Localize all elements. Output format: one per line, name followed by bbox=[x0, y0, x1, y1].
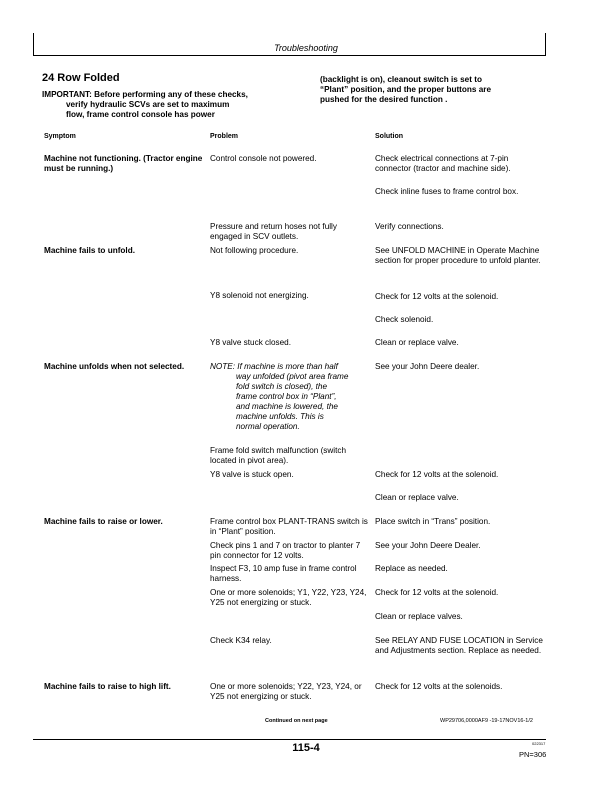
problem-cell: Inspect F3, 10 amp fuse in frame control harness. bbox=[210, 564, 357, 583]
important-label: IMPORTANT: bbox=[42, 90, 92, 99]
page-number: 115-4 bbox=[292, 742, 320, 754]
important-cont-line3: pushed for the desired function . bbox=[320, 95, 448, 104]
solution-cell: See RELAY AND FUSE LOCATION in Service and Adjustments section. Replace as needed. bbox=[375, 636, 543, 655]
note-line3: fold switch is closed), the bbox=[236, 382, 328, 391]
problem-cell: One or more solenoids; Y22, Y23, Y24, or Y25 not energizing or stuck. bbox=[210, 682, 362, 701]
important-cont-line2: “Plant” position, and the proper buttons are bbox=[320, 85, 492, 94]
solution-cell: Place switch in “Trans” position. bbox=[375, 517, 491, 526]
problem-cell: Y8 solenoid not energizing. bbox=[210, 291, 309, 300]
running-head: Troubleshooting bbox=[274, 43, 338, 53]
section-title: 24 Row Folded bbox=[42, 72, 120, 84]
important-line3: flow, frame control console has power bbox=[66, 110, 215, 119]
symptom-cell: Machine unfolds when not selected. bbox=[44, 362, 185, 371]
solution-cell: See your John Deere Dealer. bbox=[375, 541, 481, 550]
note-line5: and machine is lowered, the bbox=[236, 402, 338, 411]
note-line1: If machine is more than half bbox=[235, 362, 338, 371]
note-block bbox=[210, 362, 370, 432]
problem-cell: Y8 valve stuck closed. bbox=[210, 338, 292, 347]
solution-cell: Check for 12 volts at the solenoid. bbox=[375, 470, 499, 479]
solution-cell: See your John Deere dealer. bbox=[375, 362, 480, 371]
continued-note: Continued on next page bbox=[265, 718, 328, 724]
solution-cell: Check for 12 volts at the solenoid. bbox=[375, 588, 499, 597]
problem-cell: Check pins 1 and 7 on tractor to planter 7 pin connector for 12 volts. bbox=[210, 541, 361, 560]
document-reference: WP29706,0000AF9 -19-17NOV16-1/2 bbox=[440, 718, 533, 724]
problem-cell: Control console not powered. bbox=[210, 154, 317, 163]
note-line4: frame control box in “Plant”, bbox=[236, 392, 337, 401]
solution-cell: Check inline fuses to frame control box. bbox=[375, 187, 519, 196]
note-label: NOTE: bbox=[210, 362, 236, 371]
problem-cell: Check K34 relay. bbox=[210, 636, 272, 645]
solution-cell: Check for 12 volts at the solenoids. bbox=[375, 682, 503, 691]
symptom-cell: Machine fails to raise or lower. bbox=[44, 517, 163, 526]
top-rule bbox=[33, 55, 546, 56]
solution-cell: Clean or replace valves. bbox=[375, 612, 463, 621]
important-line2: verify hydraulic SCVs are set to maximum bbox=[66, 100, 230, 109]
important-notice-continued bbox=[320, 75, 560, 105]
problem-cell: Y8 valve is stuck open. bbox=[210, 470, 294, 479]
problem-cell: Not following procedure. bbox=[210, 246, 299, 255]
bottom-rule bbox=[33, 739, 546, 740]
solution-cell: Check electrical connections at 7-pin connector (tractor and machine side). bbox=[375, 154, 511, 173]
solution-cell: Clean or replace valve. bbox=[375, 338, 459, 347]
solution-cell: See UNFOLD MACHINE in Operate Machine section for proper procedure to unfold planter. bbox=[375, 246, 541, 265]
solution-cell: Check solenoid. bbox=[375, 315, 434, 324]
note-line7: normal operation. bbox=[236, 422, 300, 431]
symptom-cell: Machine not functioning. (Tractor engine must be running.) bbox=[44, 154, 203, 173]
problem-cell: Frame fold switch malfunction (switch located in pivot area). bbox=[210, 446, 347, 465]
note-line2: way unfolded (pivot area frame bbox=[236, 372, 349, 381]
note-line6: machine unfolds. This is bbox=[236, 412, 324, 421]
symptom-cell: Machine fails to raise to high lift. bbox=[44, 682, 171, 691]
column-header-symptom: Symptom bbox=[44, 133, 76, 140]
problem-cell: Frame control box PLANT-TRANS switch is in “Plant” position. bbox=[210, 517, 368, 536]
date-code: 022317 bbox=[532, 741, 546, 746]
important-line1: Before performing any of these checks, bbox=[91, 90, 248, 99]
problem-cell: Pressure and return hoses not fully engaged in SCV outlets. bbox=[210, 222, 337, 241]
solution-cell: Verify connections. bbox=[375, 222, 444, 231]
solution-cell: Replace as needed. bbox=[375, 564, 448, 573]
solution-cell: Clean or replace valve. bbox=[375, 493, 459, 502]
solution-cell: Check for 12 volts at the solenoid. bbox=[375, 292, 499, 301]
column-header-solution: Solution bbox=[375, 133, 403, 140]
column-header-problem: Problem bbox=[210, 133, 239, 140]
pn-label: PN=306 bbox=[519, 750, 547, 759]
problem-cell: One or more solenoids; Y1, Y22, Y23, Y24, Y25 not energizing or stuck. bbox=[210, 588, 367, 607]
important-notice bbox=[42, 90, 304, 120]
important-cont-line1: (backlight is on), cleanout switch is set to bbox=[320, 75, 482, 84]
symptom-cell: Machine fails to unfold. bbox=[44, 246, 135, 255]
